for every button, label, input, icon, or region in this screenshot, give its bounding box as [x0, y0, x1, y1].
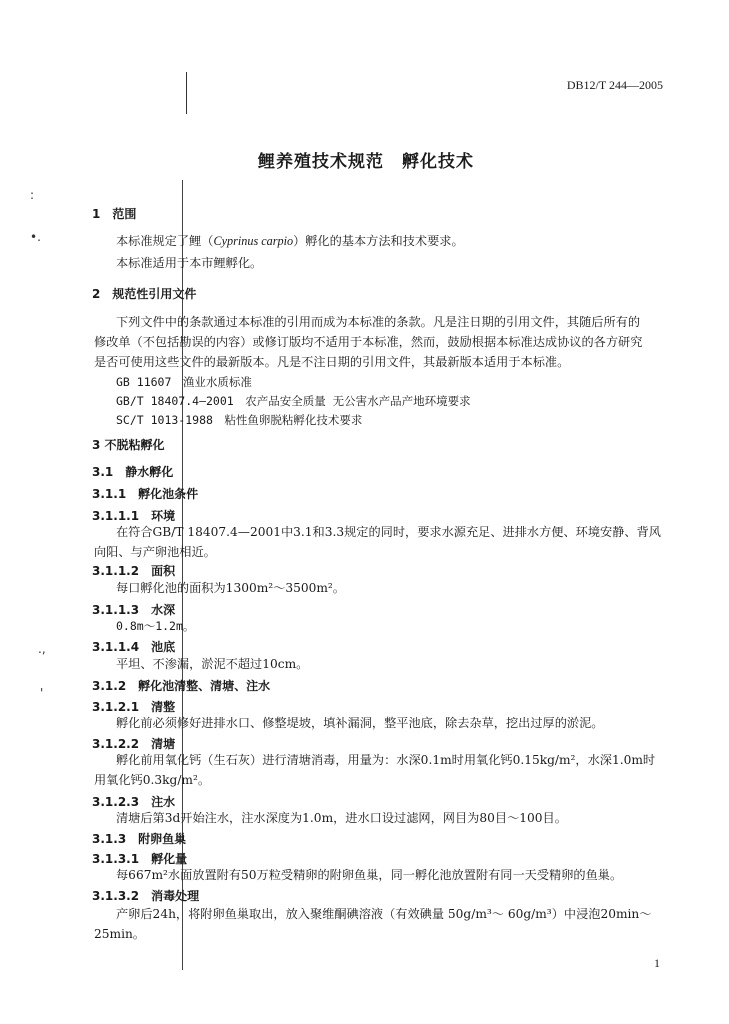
- section-1-para-1: 本标准规定了鲤（Cyprinus carpio）孵化的基本方法和技术要求。: [116, 234, 464, 248]
- section-3-1-3-1-line-1: 每667m²水面放置附有50万粒受精卵的附卵鱼巢，同一孵化池放置附有同一天受精卵的鱼巢。: [116, 868, 623, 882]
- section-3-1-3-2-heading: 3.1.3.2 消毒处理: [92, 889, 200, 903]
- section-3-1-1-2-heading: 3.1.1.2 面积: [92, 564, 176, 578]
- section-2-para-line-3: 是否可使用这些文件的最新版本。凡是不注日期的引用文件，其最新版本适用于本标准。: [94, 355, 570, 369]
- section-3-1-2-1-heading: 3.1.2.1 清整: [92, 700, 176, 714]
- section-2-heading: 2 规范性引用文件: [92, 287, 197, 301]
- section-3-1-3-heading: 3.1.3 附卵鱼巢: [92, 832, 187, 846]
- section-2-para-line-1: 下列文件中的条款通过本标准的引用而成为本标准的条款。凡是注日期的引用文件，其随后所有的: [116, 315, 641, 329]
- section-3-1-2-heading: 3.1.2 孵化池清整、清塘、注水: [92, 679, 271, 693]
- margin-speck: ': [40, 686, 44, 700]
- reference-3: SC/T 1013-1988 粘性鱼卵脱粘孵化技术要求: [116, 413, 363, 427]
- margin-speck: .,: [38, 642, 46, 656]
- section-3-1-heading: 3.1 静水孵化: [92, 465, 174, 479]
- section-3-1-2-2-line-1: 孵化前用氧化钙（生石灰）进行清塘消毒，用量为：水深0.1m时用氧化钙0.15kg/m²，水深1.0m时: [116, 753, 656, 767]
- section-3-heading: 3 不脱粘孵化: [92, 438, 165, 452]
- section-1-heading: 1 范围: [92, 207, 137, 221]
- section-3-1-1-1-heading: 3.1.1.1 环境: [92, 509, 176, 523]
- section-3-1-2-1-line-1: 孵化前必须修好进排水口、修整堤坡，填补漏洞，整平池底，除去杂草，挖出过厚的淤泥。: [116, 716, 604, 730]
- section-3-1-1-3-heading: 3.1.1.3 水深: [92, 603, 176, 617]
- scan-line-top: [186, 72, 187, 114]
- section-3-1-3-2-line-1: 产卵后24h，将附卵鱼巢取出，放入聚维酮碘溶液（有效碘量 50g/m³～ 60g/m³）中浸泡20min～: [116, 907, 652, 921]
- section-3-1-1-4-heading: 3.1.1.4 池底: [92, 640, 176, 654]
- section-3-1-1-1-line-2: 向阳、与产卵池相近。: [94, 545, 216, 559]
- standard-code: DB12/T 244—2005: [566, 78, 663, 92]
- section-3-1-2-2-heading: 3.1.2.2 清塘: [92, 737, 176, 751]
- reference-2: GB/T 18407.4—2001 农产品安全质量 无公害水产品产地环境要求: [116, 394, 471, 408]
- section-3-1-1-2-line-1: 每口孵化池的面积为1300m²～3500m²。: [116, 581, 345, 595]
- section-3-1-1-3-line-1: 0.8m～1.2m。: [116, 619, 195, 633]
- section-3-1-1-heading: 3.1.1 孵化池条件: [92, 487, 199, 501]
- reference-1: GB 11607 渔业水质标准: [116, 375, 252, 389]
- section-3-1-1-4-line-1: 平坦、不渗漏，淤泥不超过10cm。: [116, 657, 309, 671]
- section-3-1-3-1-heading: 3.1.3.1 孵化量: [92, 852, 188, 866]
- page-title: 鲤养殖技术规范 孵化技术: [258, 152, 474, 172]
- section-2-para-line-2: 修改单（不包括勘误的内容）或修订版均不适用于本标准，然而，鼓励根据本标准达成协议的各方研究: [94, 335, 643, 349]
- margin-speck: :: [30, 188, 35, 202]
- section-3-1-2-3-line-1: 清塘后第3d开始注水，注水深度为1.0m，进水口设过滤网，网目为80目～100目。: [116, 811, 567, 825]
- section-3-1-3-2-line-2: 25min。: [94, 927, 145, 941]
- page-number: 1: [654, 956, 660, 970]
- margin-speck: •.: [30, 230, 41, 244]
- section-3-1-1-1-line-1: 在符合GB/T 18407.4—2001中3.1和3.3规定的同时，要求水源充足、进排水方便、环境安静、背风: [116, 525, 661, 539]
- section-3-1-2-2-line-2: 用氧化钙0.3kg/m²。: [94, 773, 211, 787]
- section-1-para-2: 本标准适用于本市鲤孵化。: [116, 256, 263, 270]
- section-3-1-2-3-heading: 3.1.2.3 注水: [92, 795, 176, 809]
